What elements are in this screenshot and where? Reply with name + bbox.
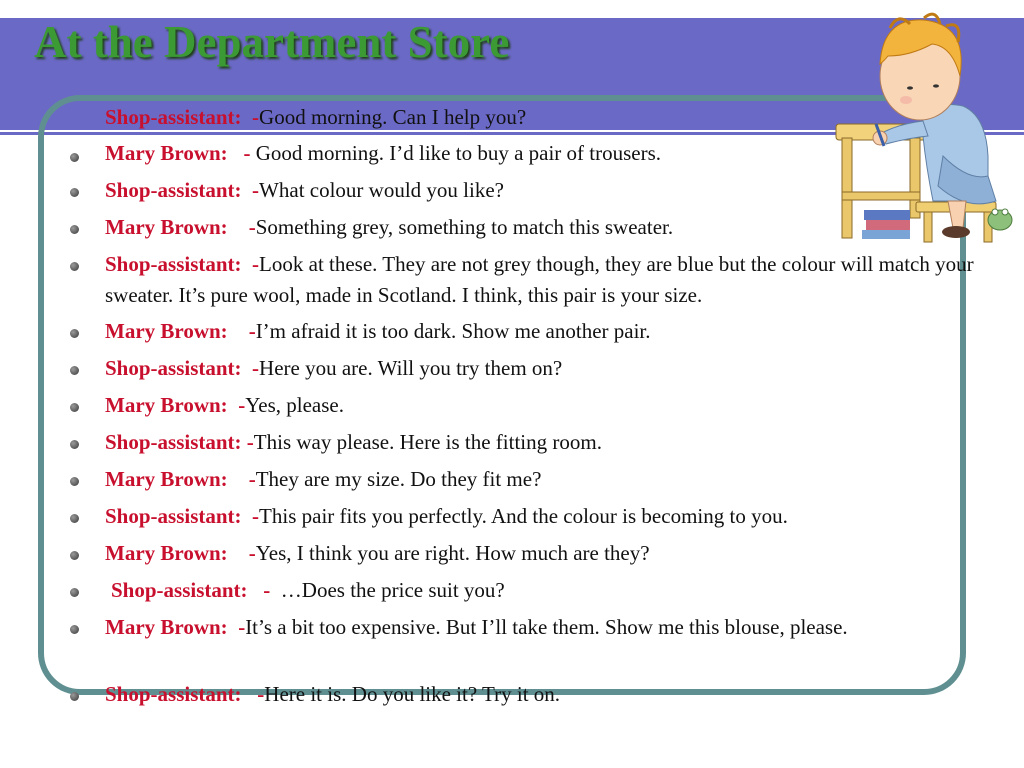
speaker-label: Shop-assistant:	[111, 578, 248, 602]
bullet-icon	[70, 440, 79, 449]
line-text: Good morning. Can I help you?	[259, 105, 527, 129]
dialogue-line	[111, 575, 505, 606]
bullet-icon	[70, 692, 79, 701]
bullet-icon	[70, 366, 79, 375]
dash-mark: -	[238, 393, 246, 417]
dialogue-line	[105, 175, 504, 206]
speaker-label: Mary Brown:	[105, 615, 228, 639]
line-text: They are my size. Do they fit me?	[255, 467, 542, 491]
speaker-label: Mary Brown:	[105, 215, 228, 239]
speaker-label: Shop-assistant:	[105, 430, 242, 454]
dialogue-line	[105, 102, 526, 133]
dash-mark: -	[238, 615, 246, 639]
line-text: Here it is. Do you like it? Try it on.	[264, 682, 561, 706]
dialogue-line	[105, 501, 788, 532]
dash-mark: -	[246, 430, 254, 454]
line-text: Something grey, something to match this sweater.	[255, 215, 674, 239]
dash-mark: -	[252, 504, 260, 528]
speaker-label: Shop-assistant:	[105, 178, 242, 202]
line-text: Yes, I think you are right. How much are they?	[255, 541, 650, 565]
speaker-label: Shop-assistant:	[105, 105, 242, 129]
speaker-label: Mary Brown:	[105, 141, 228, 165]
line-text: …Does the price suit you?	[280, 578, 505, 602]
dialogue-line	[105, 138, 661, 169]
line-text: What colour would you like?	[259, 178, 504, 202]
line-text: Good morning. I’d like to buy a pair of trousers.	[255, 141, 662, 165]
dialogue-line	[105, 538, 650, 569]
bullet-icon	[70, 329, 79, 338]
dash-mark: -	[248, 319, 256, 343]
dash-mark: -	[263, 578, 271, 602]
dash-mark: -	[252, 252, 260, 276]
line-text: This way please. Here is the fitting room.	[253, 430, 602, 454]
speaker-label: Shop-assistant:	[105, 682, 242, 706]
bullet-icon	[70, 225, 79, 234]
dialogue-line	[105, 249, 1000, 311]
page-title: At the Department Store	[34, 17, 510, 67]
speaker-label: Mary Brown:	[105, 319, 228, 343]
dialogue-line	[105, 316, 651, 347]
speaker-label: Shop-assistant:	[105, 504, 242, 528]
speaker-label: Shop-assistant:	[105, 356, 242, 380]
bullet-icon	[70, 551, 79, 560]
line-text: Look at these. They are not grey though, they are blue but the colour will match your sweater. It’s pure wool, made in Scotland. I think, this pair is your size.	[105, 252, 974, 307]
line-text: Here you are. Will you try them on?	[259, 356, 563, 380]
dash-mark: -	[252, 178, 260, 202]
dash-mark: -	[248, 215, 256, 239]
bullet-icon	[70, 188, 79, 197]
speaker-label: Mary Brown:	[105, 393, 228, 417]
dash-mark: -	[248, 467, 256, 491]
line-text: It’s a bit too expensive. But I’ll take them. Show me this blouse, please.	[245, 615, 848, 639]
speaker-label: Shop-assistant:	[105, 252, 242, 276]
dash-mark: -	[243, 141, 251, 165]
speaker-label: Mary Brown:	[105, 541, 228, 565]
dialogue-line	[105, 212, 673, 243]
line-text: I’m afraid it is too dark. Show me another pair.	[255, 319, 651, 343]
dialogue-line	[105, 612, 1000, 643]
dialogue-line	[105, 679, 560, 710]
dialogue-line	[105, 390, 344, 421]
speaker-label: Mary Brown:	[105, 467, 228, 491]
dash-mark: -	[252, 105, 260, 129]
line-text: This pair fits you perfectly. And the colour is becoming to you.	[259, 504, 788, 528]
bullet-icon	[70, 514, 79, 523]
bullet-icon	[70, 153, 79, 162]
dialogue-line	[105, 464, 541, 495]
bullet-icon	[70, 477, 79, 486]
dash-mark: -	[257, 682, 265, 706]
dialogue-line	[105, 427, 602, 458]
bullet-icon	[70, 625, 79, 634]
bullet-icon	[70, 588, 79, 597]
dash-mark: -	[248, 541, 256, 565]
dialogue-line	[105, 353, 562, 384]
bullet-icon	[70, 262, 79, 271]
dash-mark: -	[252, 356, 260, 380]
line-text: Yes, please.	[245, 393, 344, 417]
bullet-icon	[70, 403, 79, 412]
